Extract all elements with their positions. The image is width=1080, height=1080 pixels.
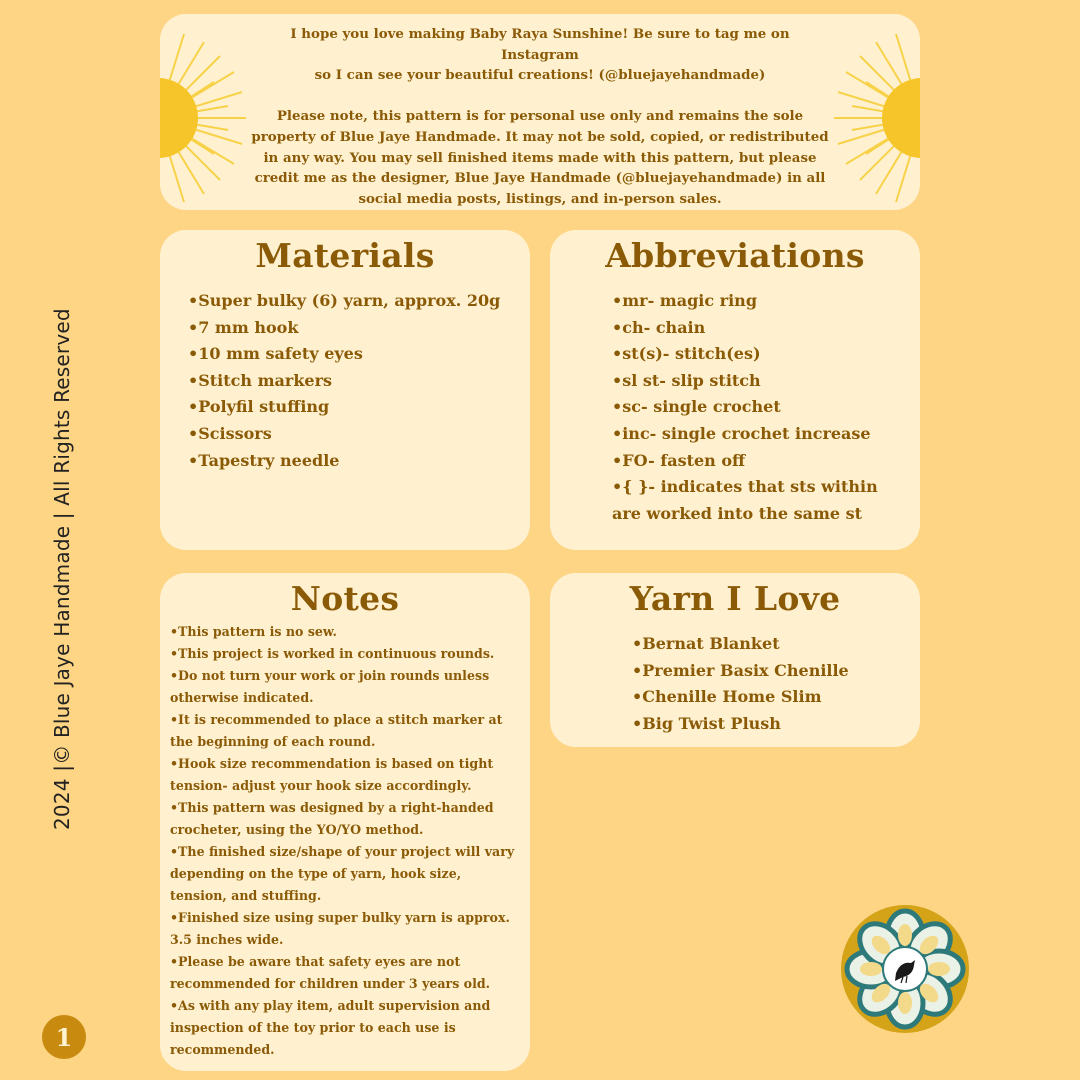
list-item: •This pattern was designed by a right-handed crocheter, using the YO/YO method. <box>170 800 494 837</box>
list-item: •{ }- indicates that sts within are worked into the same st <box>612 477 878 523</box>
yarn-card <box>550 573 920 747</box>
materials-card <box>160 230 530 550</box>
list-item: •Super bulky (6) yarn, approx. 20g <box>188 291 501 310</box>
abbreviations-title: Abbreviations <box>605 236 865 275</box>
yarn-title: Yarn I Love <box>629 579 841 618</box>
intro-paragraph-tag <box>250 24 830 86</box>
list-item: •10 mm safety eyes <box>188 344 363 364</box>
list-item: •sc- single crochet <box>612 397 781 417</box>
materials-list <box>188 288 530 474</box>
intro-line: credit me as the designer, Blue Jaye Handmade (@bluejayehandmade) in all <box>254 170 826 187</box>
list-item: •Finished size using super bulky yarn is approx. 3.5 inches wide. <box>170 910 510 947</box>
list-item: •Scissors <box>188 423 272 443</box>
list-item: •Polyfil stuffing <box>188 397 330 417</box>
intro-line: in any way. You may sell finished items made with this pattern, but please <box>263 149 817 166</box>
abbreviations-list <box>612 288 912 527</box>
page-number-badge: 1 <box>42 1015 86 1059</box>
list-item: •Big Twist Plush <box>632 713 781 733</box>
notes-title: Notes <box>290 579 400 618</box>
intro-line: I hope you love making Baby Raya Sunshine! Be sure to tag me on Instagram <box>290 26 790 63</box>
list-item: •The finished size/shape of your project will vary depending on the type of yarn, hook size, tension, and stuffing. <box>170 844 515 903</box>
intro-line: so I can see your beautiful creations! (@bluejayehandmade) <box>314 67 766 84</box>
list-item: •This project is worked in continuous rounds. <box>170 646 495 661</box>
intro-line: Please note, this pattern is for personal use only and remains the sole <box>276 108 804 125</box>
list-item: •ch- chain <box>612 317 706 337</box>
list-item: •mr- magic ring <box>612 291 757 310</box>
list-item: •Stitch markers <box>188 370 333 390</box>
list-item: •7 mm hook <box>188 317 299 337</box>
notes-list <box>170 621 520 1061</box>
list-item: •Please be aware that safety eyes are not recommended for children under 3 years old. <box>170 954 491 991</box>
sun-icon <box>160 28 248 208</box>
list-item: •Premier Basix Chenille <box>632 660 849 680</box>
list-item: •Hook size recommendation is based on tight tension- adjust your hook size accordingly. <box>170 756 494 793</box>
intro-text <box>250 24 830 209</box>
copyright-text: 2024 |© Blue Jaye Handmade | All Rights Reserved <box>50 308 74 830</box>
yarn-list <box>632 631 920 737</box>
list-item: •st(s)- stitch(es) <box>612 344 761 364</box>
list-item: •Do not turn your work or join rounds unless otherwise indicated. <box>170 668 490 705</box>
list-item: •inc- single crochet increase <box>612 423 871 443</box>
list-item: •Tapestry needle <box>188 450 340 470</box>
list-item: •This pattern is no sew. <box>170 624 337 639</box>
list-item: •Chenille Home Slim <box>632 687 822 707</box>
flower-bird-logo-icon <box>840 904 970 1034</box>
intro-line: property of Blue Jaye Handmade. It may not be sold, copied, or redistributed <box>251 128 829 145</box>
abbreviations-card <box>550 230 920 550</box>
intro-line: social media posts, listings, and in-person sales. <box>358 190 722 207</box>
materials-title: Materials <box>255 236 435 275</box>
intro-paragraph-license <box>250 106 830 209</box>
intro-card <box>160 14 920 210</box>
list-item: •Bernat Blanket <box>632 634 780 653</box>
notes-card <box>160 573 530 1071</box>
list-item: •sl st- slip stitch <box>612 370 761 390</box>
sun-icon <box>832 28 920 208</box>
list-item: •It is recommended to place a stitch marker at the beginning of each round. <box>170 712 503 749</box>
list-item: •FO- fasten off <box>612 450 746 470</box>
list-item: •As with any play item, adult supervision and inspection of the toy prior to each use is recommended. <box>170 998 491 1057</box>
